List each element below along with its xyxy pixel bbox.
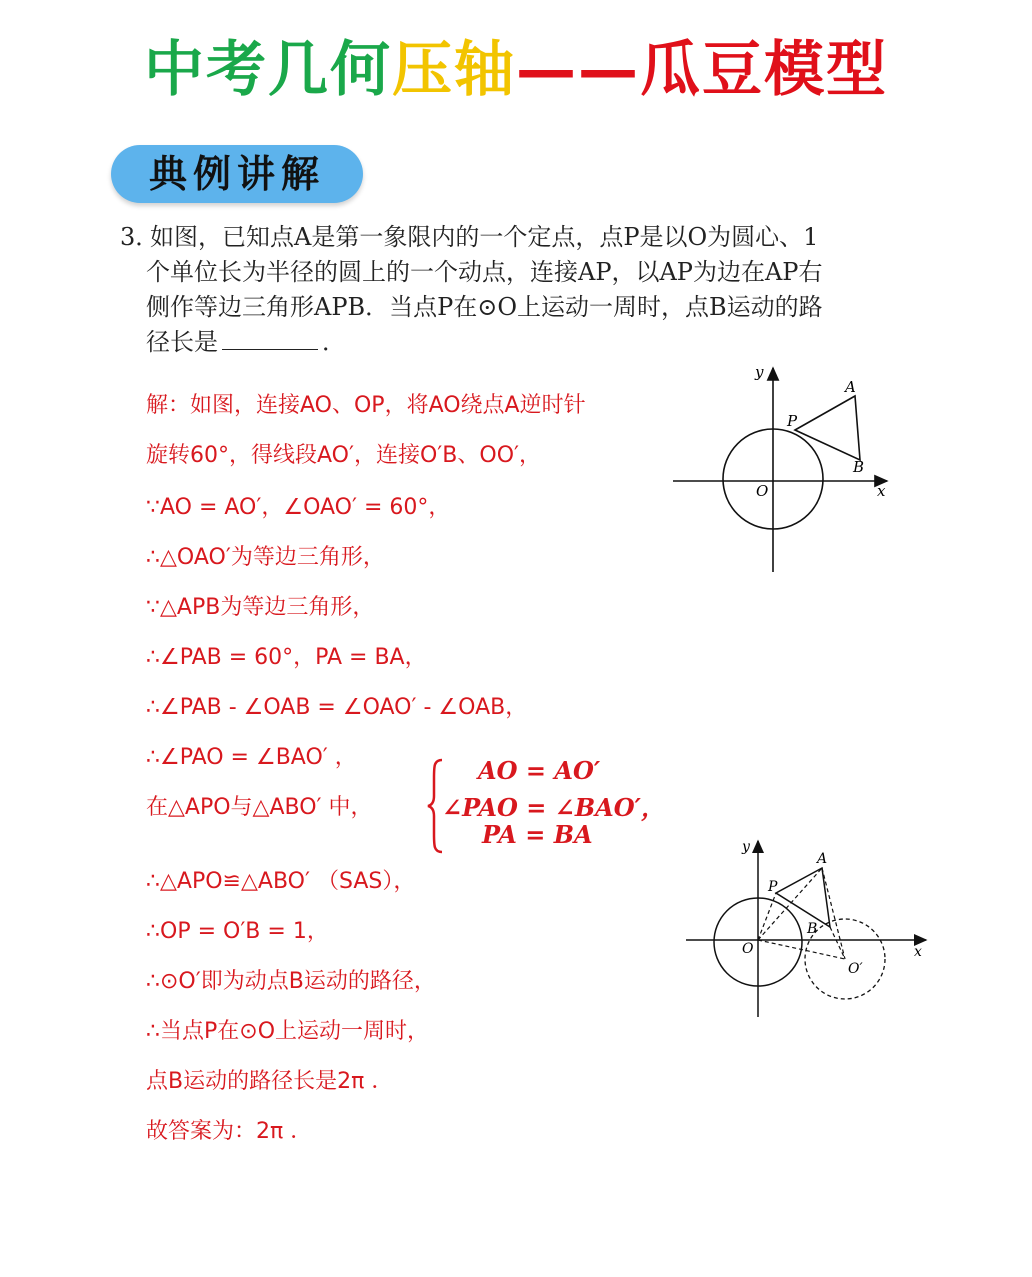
problem-statement (120, 220, 910, 360)
figure-2-diagram (680, 835, 940, 1025)
solution-line-15: 故答案为：2π ． (146, 1119, 313, 1144)
solution-line-10: ∴△APO≌△ABO′ （SAS）， (146, 869, 416, 894)
label-o-prime: O′ (848, 961, 863, 977)
triangle-apb (795, 396, 860, 460)
solution-line-4: ∴△OAO′为等边三角形， (146, 545, 385, 570)
label-y: y (742, 839, 750, 855)
solution-line-2: 旋转60°，得线段AO′，连接O′B、OO′， (146, 443, 542, 468)
label-b: B (807, 921, 818, 937)
answer-blank (222, 327, 318, 350)
segment-o-prime-b (830, 927, 845, 959)
solution-line-6: ∴∠PAB = 60°，PA = BA， (146, 645, 427, 670)
problem-number: 3． (120, 223, 160, 251)
segment-ao-prime (822, 868, 845, 959)
solution-line-14: 点B运动的路径长是2π ． (146, 1069, 394, 1094)
equation-row-3: PA = BA (482, 820, 593, 849)
label-x: x (877, 482, 886, 500)
problem-line-1: 3．如图，已知点A是第一象限内的一个定点，点P是以O为圆心、1 (120, 220, 910, 255)
equation-row-2: ∠PAO = ∠BAO′， (442, 793, 666, 822)
solution-line-8: ∴∠PAO = ∠BAO′ ， (146, 745, 357, 770)
solution-line-11: ∴OP = O′B = 1， (146, 919, 329, 944)
title-part-green: 中考几何 (144, 35, 392, 105)
label-y: y (755, 363, 764, 381)
label-b: B (853, 458, 865, 476)
solution-line-5: ∵△APB为等边三角形， (146, 595, 375, 620)
title-part-red: ——瓜豆模型 (516, 35, 888, 105)
problem-line-2: 个单位长为半径的圆上的一个动点，连接AP，以AP为边在AP右 (146, 258, 823, 286)
page-title (0, 22, 1032, 108)
label-a: A (817, 851, 828, 867)
label-p: P (768, 879, 778, 895)
triangle-apb (776, 868, 830, 927)
label-x: x (914, 944, 922, 960)
problem-line-4: 径长是 ． (146, 328, 346, 356)
label-o: O (742, 941, 754, 957)
label-o: O (756, 482, 769, 500)
solution-line-9: 在△APO与△ABO′ 中， (146, 795, 373, 820)
figure-1-diagram (665, 360, 905, 580)
section-badge: 典例讲解 (111, 145, 363, 203)
title-part-yellow: 压轴 (392, 35, 516, 105)
solution-line-13: ∴当点P在⊙O上运动一周时， (146, 1019, 430, 1044)
solution-line-3: ∵AO = AO′，∠OAO′ = 60°， (146, 495, 451, 520)
solution-line-7: ∴∠PAB - ∠OAB = ∠OAO′ - ∠OAB， (146, 695, 528, 720)
solution-line-1: 解：如图，连接AO、OP，将AO绕点A逆时针 (146, 393, 586, 418)
equation-system (426, 756, 666, 856)
problem-line-3: 侧作等边三角形APB．当点P在⊙O上运动一周时，点B运动的路 (146, 293, 823, 321)
equation-row-1: AO = AO′ (478, 756, 601, 785)
solution-line-12: ∴⊙O′即为动点B运动的路径， (146, 969, 436, 994)
label-p: P (787, 412, 798, 430)
segment-op (758, 893, 776, 940)
label-a: A (845, 378, 856, 396)
